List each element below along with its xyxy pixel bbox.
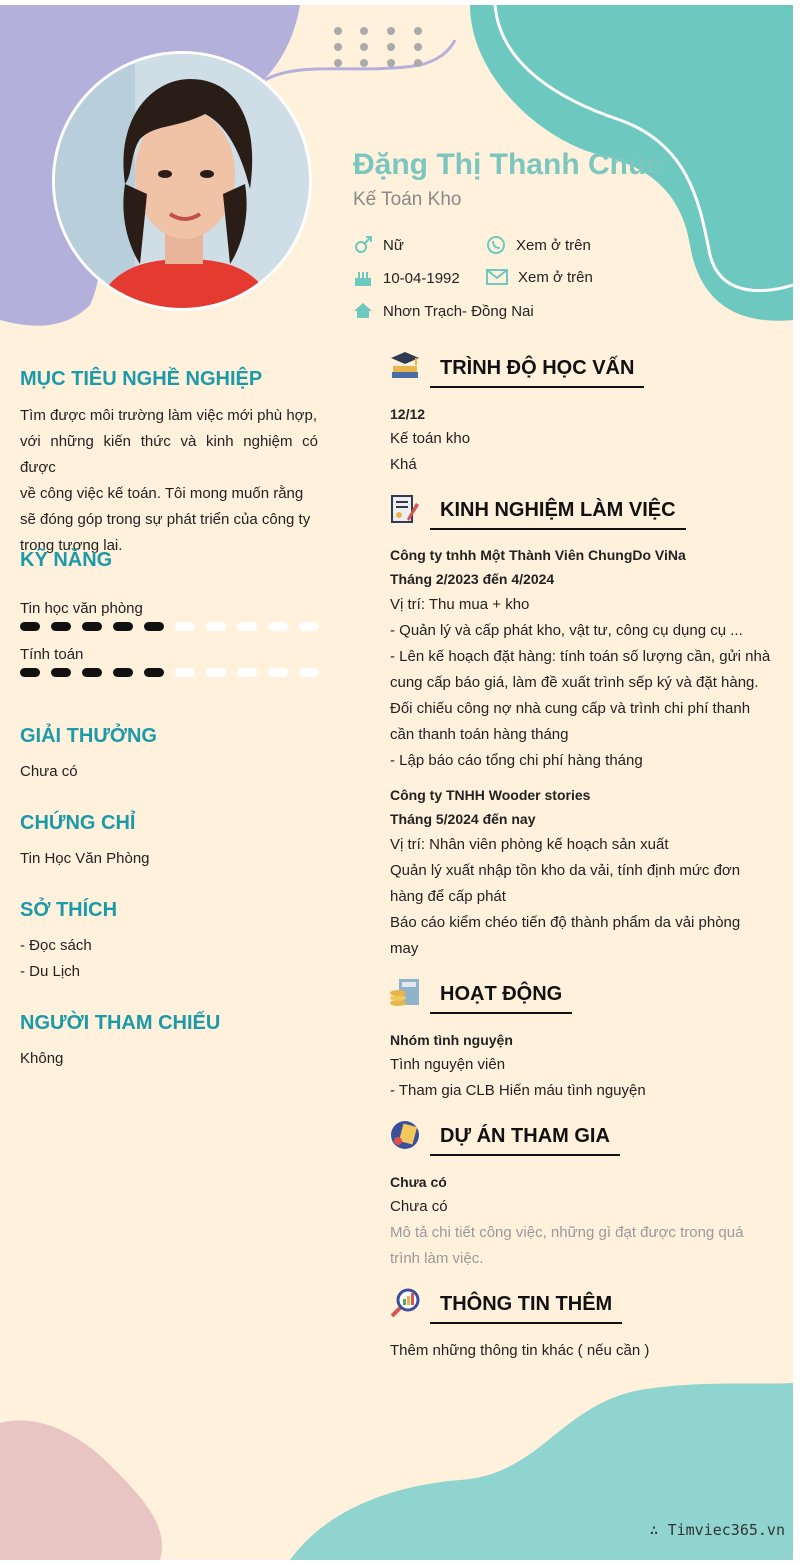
projects-icon xyxy=(389,1119,421,1151)
birthday-value: 10-04-1992 xyxy=(383,269,460,287)
skill-level-segment xyxy=(268,622,288,631)
activity-org: Nhóm tình nguyện xyxy=(390,1032,513,1048)
job-period: Tháng 5/2024 đến nay xyxy=(390,811,536,827)
project-name: Chưa có xyxy=(390,1174,447,1190)
cv-page xyxy=(0,5,793,1560)
activities-heading: HOẠT ĐỘNG xyxy=(430,983,572,1014)
job-line: Đối chiếu công nợ nhà cung cấp và trình chi phí thanh xyxy=(390,700,751,717)
address-row xyxy=(353,301,534,321)
phone-value[interactable]: Xem ở trên xyxy=(516,236,591,254)
skill-level-segment xyxy=(82,668,102,677)
job-company: Công ty TNHH Wooder stories xyxy=(390,787,591,803)
experience-document-icon xyxy=(389,493,421,525)
objective-text xyxy=(20,403,318,559)
job-line: Quản lý xuất nhập tồn kho da vải, tính định mức đơn xyxy=(390,862,741,879)
email-row xyxy=(486,268,593,286)
project-desc-line: trình làm việc. xyxy=(390,1250,484,1267)
projects-heading: DỰ ÁN THAM GIA xyxy=(430,1125,620,1156)
objective-heading: MỤC TIÊU NGHỀ NGHIỆP xyxy=(20,368,263,390)
profile-photo xyxy=(55,54,312,311)
skill-level-segment xyxy=(175,622,195,631)
job-line: Vị trí: Nhân viên phòng kế hoạch sản xuất xyxy=(390,836,669,853)
address-value: Nhơn Trạch- Đồng Nai xyxy=(383,302,534,320)
birthday-cake-icon xyxy=(353,268,373,288)
skill-level-segment xyxy=(113,668,133,677)
skill-level-segment xyxy=(268,668,288,677)
gender-row xyxy=(353,235,404,255)
envelope-icon xyxy=(486,268,508,286)
activities-calculator-icon xyxy=(389,977,421,1009)
skill-level-segment xyxy=(299,622,319,631)
skill-level-segment xyxy=(144,668,164,677)
education-level: 12/12 xyxy=(390,406,426,422)
hobby-item: - Đọc sách xyxy=(20,937,92,954)
skill-level-bar xyxy=(20,668,319,677)
certificates-heading: CHỨNG CHỈ xyxy=(20,812,136,834)
skill-level-segment xyxy=(237,622,257,631)
objective-line: sẽ đóng góp trong sự phát triển của công ty xyxy=(20,511,311,528)
home-icon xyxy=(353,301,373,321)
phone-row xyxy=(486,235,591,255)
skill-name: Tính toán xyxy=(20,646,84,663)
experience-heading: KINH NGHIỆM LÀM VIỆC xyxy=(430,499,686,530)
education-books-icon xyxy=(389,350,421,382)
skill-level-segment xyxy=(113,622,133,631)
job-line: hàng để cấp phát xyxy=(390,888,506,905)
additional-heading: THÔNG TIN THÊM xyxy=(430,1293,622,1324)
job-line: Báo cáo kiểm chéo tiến độ thành phẩm da vải phòng xyxy=(390,914,741,931)
skill-level-segment xyxy=(51,622,71,631)
hobbies-heading: SỞ THÍCH xyxy=(20,899,118,921)
project-role: Chưa có xyxy=(390,1198,448,1215)
gender-value: Nữ xyxy=(383,236,404,254)
job-line: cần thanh toán hàng tháng xyxy=(390,726,569,743)
hobby-item: - Du Lịch xyxy=(20,963,81,980)
activity-desc: - Tham gia CLB Hiến máu tình nguyện xyxy=(390,1082,646,1099)
objective-line: Tìm được môi trường làm việc mới phù hợp, xyxy=(20,407,318,424)
job-company: Công ty tnhh Một Thành Viên ChungDo ViNa xyxy=(390,547,686,563)
skill-level-segment xyxy=(20,622,40,631)
job-period: Tháng 2/2023 đến 4/2024 xyxy=(390,571,555,587)
awards-heading: GIẢI THƯỞNG xyxy=(20,725,157,747)
additional-text: Thêm những thông tin khác ( nếu cần ) xyxy=(390,1342,650,1359)
skill-level-segment xyxy=(175,668,195,677)
project-desc-line: Mô tả chi tiết công việc, những gì đạt được trong quá xyxy=(390,1224,744,1241)
watermark: ∴ Timviec365.vn xyxy=(649,1521,785,1539)
candidate-position: Kế Toán Kho xyxy=(353,189,462,210)
job-line: - Quản lý và cấp phát kho, vật tư, công cụ dụng cụ ... xyxy=(390,622,743,639)
skill-level-segment xyxy=(20,668,40,677)
references-heading: NGƯỜI THAM CHIẾU xyxy=(20,1012,221,1034)
skill-level-segment xyxy=(144,622,164,631)
job-line: - Lên kế hoạch đặt hàng: tính toán số lượng cần, gửi nhà xyxy=(390,648,771,665)
candidate-name: Đặng Thị Thanh Chúc xyxy=(353,148,663,181)
job-line: Vị trí: Thu mua + kho xyxy=(390,596,530,613)
skill-level-segment xyxy=(51,668,71,677)
skill-level-segment xyxy=(206,668,226,677)
certificates-text: Tin Học Văn Phòng xyxy=(20,850,150,867)
whatsapp-icon xyxy=(486,235,506,255)
skill-level-segment xyxy=(82,622,102,631)
skill-level-segment xyxy=(237,668,257,677)
objective-line: về công việc kế toán. Tôi mong muốn rằng xyxy=(20,485,304,502)
job-line: may xyxy=(390,940,419,957)
education-heading: TRÌNH ĐỘ HỌC VẤN xyxy=(430,357,644,388)
activity-role: Tình nguyện viên xyxy=(390,1056,506,1073)
job-line: cung cấp báo giá, làm đề xuất trình sếp ký và đặt hàng. xyxy=(390,674,759,691)
birthday-row xyxy=(353,268,460,288)
gender-icon xyxy=(353,235,373,255)
additional-info-magnifier-icon xyxy=(389,1287,421,1319)
skill-level-segment xyxy=(206,622,226,631)
education-grade: Khá xyxy=(390,456,417,473)
objective-line: trong tương lai. xyxy=(20,537,123,554)
avatar xyxy=(52,51,312,311)
skill-level-segment xyxy=(299,668,319,677)
awards-text: Chưa có xyxy=(20,763,78,780)
skills-heading: KỸ NĂNG xyxy=(20,549,113,571)
references-text: Không xyxy=(20,1050,64,1067)
job-line: - Lập báo cáo tổng chi phí hàng tháng xyxy=(390,752,643,769)
skill-level-bar xyxy=(20,622,319,631)
email-value[interactable]: Xem ở trên xyxy=(518,268,593,286)
skill-name: Tin học văn phòng xyxy=(20,600,143,617)
objective-line: với những kiến thức và kinh nghiệm có được xyxy=(20,433,318,476)
education-major: Kế toán kho xyxy=(390,430,471,447)
